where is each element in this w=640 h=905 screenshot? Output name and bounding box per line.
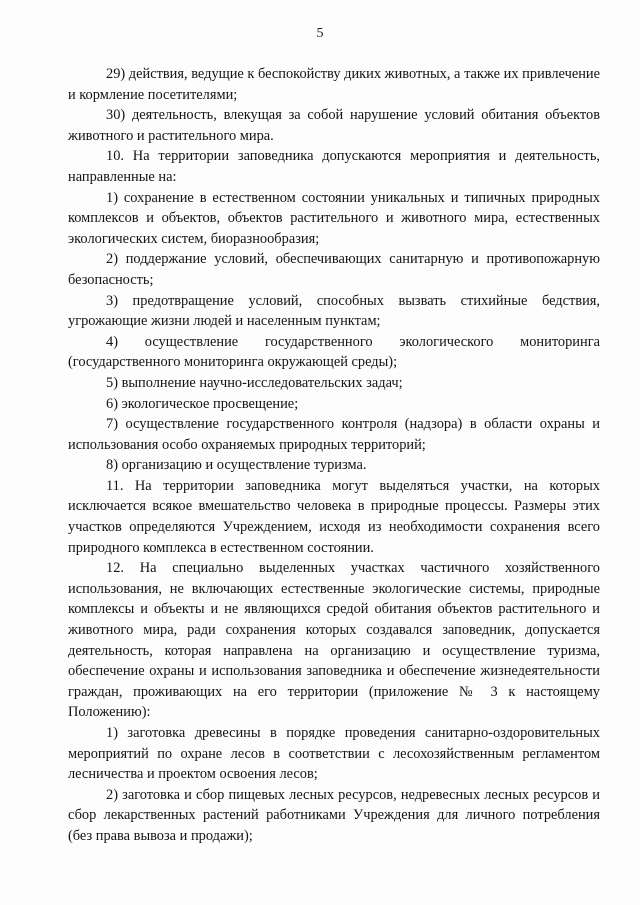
paragraph-clause-11: 11. На территории заповедника могут выделяться участки, на которых исключается всякое вмешательство человека в природные процессы. Размеры этих участков определяются Учреждением, исходя из необходимости сохранения всего природного комплекса в естественном состоянии. — [68, 477, 600, 556]
document-body — [68, 64, 600, 847]
paragraph-clause-10-item-2: 2) поддержание условий, обеспечивающих санитарную и противопожарную безопасность; — [68, 251, 600, 288]
page-number: 5 — [316, 26, 324, 41]
paragraph-clause-10-item-3: 3) предотвращение условий, способных вызвать стихийные бедствия, угрожающие жизни людей и населенным пунктам; — [68, 292, 600, 330]
paragraph-item-30: 30) деятельность, влекущая за собой нарушение условий обитания объектов животного и растительного мира. — [68, 107, 600, 144]
paragraph-clause-12-item-2: 2) заготовка и сбор пищевых лесных ресурсов, недревесных лесных ресурсов и сбор лекарственных растений работниками Учреждения для личного потребления (без права вывоза и продажи); — [68, 786, 600, 844]
paragraph-clause-10-item-8: 8) организацию и осуществление туризма. — [106, 457, 367, 474]
paragraph-clause-10: 10. На территории заповедника допускаются мероприятия и деятельность, направленные на: — [68, 148, 600, 185]
paragraph-clause-10-item-6: 6) экологическое просвещение; — [106, 395, 299, 412]
paragraph-clause-10-item-5: 5) выполнение научно-исследовательских задач; — [106, 374, 403, 391]
paragraph-item-29: 29) действия, ведущие к беспокойству диких животных, а также их привлечение и кормление посетителями; — [68, 66, 600, 103]
paragraph-clause-12: 12. На специально выделенных участках частичного хозяйственного использования, не включающих естественные экологические системы, природные комплексы и объекты и не являющихся средой обитания объектов растительного и животного мира, ради сохранения которых создавался заповедник, допускается деятельность, которая направлена на организацию и осуществление туризма, обеспечение охраны и использования заповедника и обеспечение жизнедеятельности граждан, проживающих на его территории (приложение № 3 к настоящему Положению): — [68, 560, 600, 721]
paragraph-clause-12-item-1: 1) заготовка древесины в порядке проведения санитарно-оздоровительных мероприятий по охране лесов в соответствии с лесохозяйственным регламентом лесничества и проектом освоения лесов; — [68, 725, 600, 783]
paragraph-clause-10-item-7: 7) осуществление государственного контроля (надзора) в области охраны и использования особо охраняемых природных территорий; — [68, 416, 600, 453]
paragraph-clause-10-item-1: 1) сохранение в естественном состоянии уникальных и типичных природных комплексов и объектов, объектов растительного и животного мира, естественных экологических систем, биоразнообразия; — [68, 189, 600, 247]
paragraph-clause-10-item-4: 4) осуществление государственного экологического мониторинга (государственного мониторинга окружающей среды); — [68, 333, 600, 371]
